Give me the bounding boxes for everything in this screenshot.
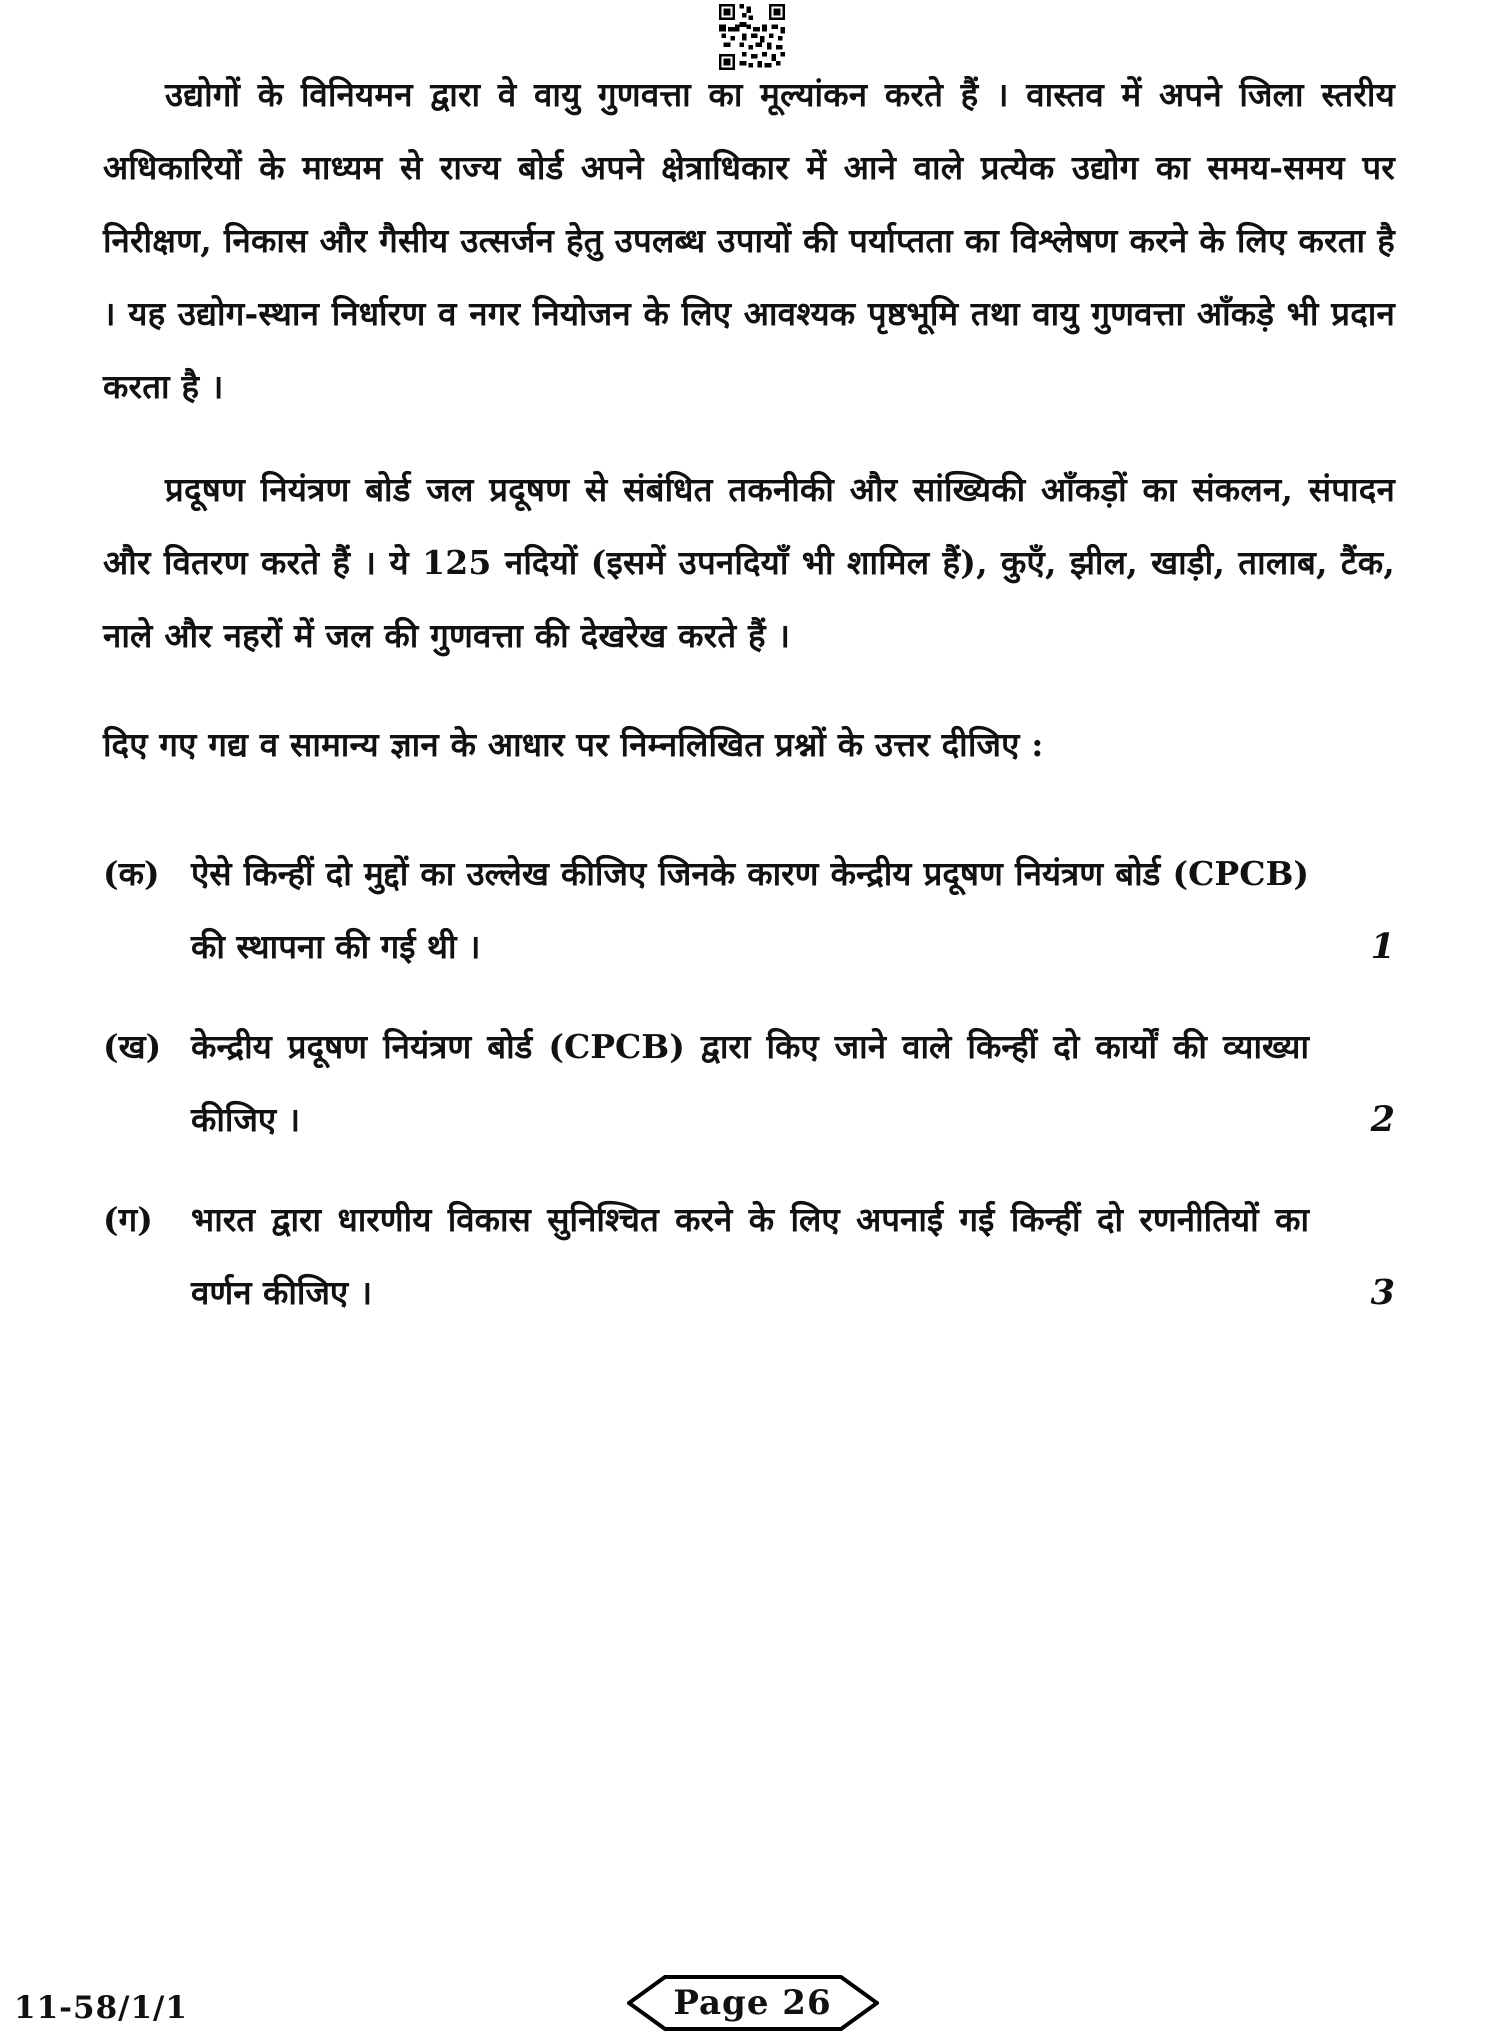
question-ga bbox=[103, 1183, 1395, 1329]
question-marks: 3 bbox=[1370, 1272, 1395, 1313]
question-marks: 2 bbox=[1370, 1099, 1395, 1140]
paragraph-air-quality: उद्योगों के विनियमन द्वारा वे वायु गुणवत्ता का मूल्यांकन करते हैं । वास्तव में अपने जिला स्तरीय अधिकारियों के माध्यम से राज्य बोर्ड अपने क्षेत्राधिकार में आने वाले प्रत्येक उद्योग का समय-समय पर निरीक्षण, निकास और गैसीय उत्सर्जन हेतु उपलब्ध उपायों की पर्याप्तता का विश्लेषण करने के लिए करता है । यह उद्योग-स्थान निर्धारण व नगर नियोजन के लिए आवश्यक पृष्ठभूमि तथा वायु गुणवत्ता आँकड़े भी प्रदान करता है । bbox=[103, 75, 1395, 406]
question-text: ऐसे किन्हीं दो मुद्दों का उल्लेख कीजिए जिनके कारण केन्द्रीय प्रदूषण नियंत्रण बोर्ड (CPCB) की स्थापना की गई थी । bbox=[191, 854, 1309, 966]
question-text: भारत द्वारा धारणीय विकास सुनिश्चित करने के लिए अपनाई गई किन्हीं दो रणनीतियों का वर्णन कीजिए । bbox=[191, 1200, 1309, 1312]
question-marks: 1 bbox=[1370, 926, 1395, 967]
question-list bbox=[103, 837, 1395, 1329]
question-kha bbox=[103, 1010, 1395, 1156]
instruction-line: दिए गए गद्य व सामान्य ज्ञान के आधार पर निम्नलिखित प्रश्नों के उत्तर दीजिए : bbox=[103, 725, 1044, 764]
question-text: केन्द्रीय प्रदूषण नियंत्रण बोर्ड (CPCB) द्वारा किए जाने वाले किन्हीं दो कार्यों की व्याख्या कीजिए । bbox=[191, 1027, 1309, 1139]
body-text bbox=[103, 58, 1395, 1329]
paper-code: 11-58/1/1 bbox=[14, 1990, 188, 2026]
page-number-badge bbox=[627, 1974, 879, 2032]
question-label: (क) bbox=[103, 854, 160, 893]
page-number-label: Page 26 bbox=[673, 1983, 832, 2023]
question-label: (ग) bbox=[103, 1200, 153, 1239]
question-ka bbox=[103, 837, 1395, 983]
question-label: (ख) bbox=[103, 1027, 162, 1066]
paragraph-water-pollution: प्रदूषण नियंत्रण बोर्ड जल प्रदूषण से संबंधित तकनीकी और सांख्यिकी आँकड़ों का संकलन, संपादन और वितरण करते हैं । ये 125 नदियों (इसमें उपनदियाँ भी शामिल हैं), कुएँ, झील, खाड़ी, तालाब, टैंक, नाले और नहरों में जल की गुणवत्ता की देखरेख करते हैं । bbox=[103, 470, 1395, 655]
